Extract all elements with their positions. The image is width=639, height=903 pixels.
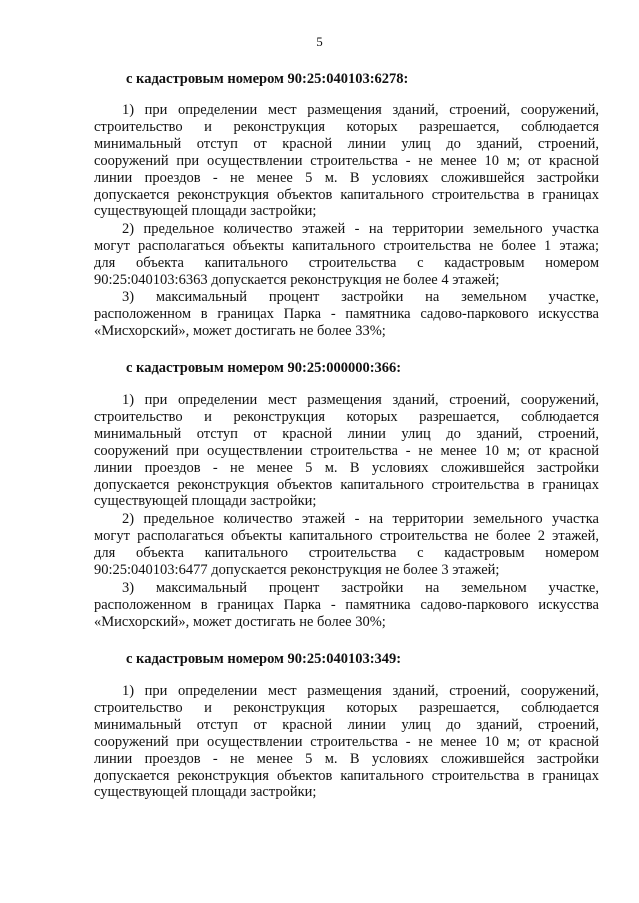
- paragraph-floors: [94, 511, 599, 579]
- text-line: 3) максимальный процент застройки на земельном участке,: [122, 580, 599, 596]
- text-line: линии проездов - не менее 5 м. В условиях сложившейся застройки: [94, 750, 599, 767]
- text-line: расположенном в границах Парка - памятника садово-паркового искусства: [94, 596, 599, 613]
- text-line: строительство и реконструкция которых разрешается, соблюдается: [94, 699, 599, 716]
- section-title: с кадастровым номером 90:25:000000:366:: [126, 360, 402, 376]
- text-line: расположенном в границах Парка - памятника садово-паркового искусства: [94, 305, 599, 322]
- text-line: строительство и реконструкция которых разрешается, соблюдается: [94, 408, 599, 425]
- text-line: минимальный отступ от красной линии улиц до зданий, строений,: [94, 716, 599, 733]
- text-line: линии проездов - не менее 5 м. В условиях сложившейся застройки: [94, 459, 599, 476]
- text-line: 3) максимальный процент застройки на земельном участке,: [122, 289, 599, 305]
- text-line: минимальный отступ от красной линии улиц до зданий, строений,: [94, 135, 599, 152]
- text-line: 1) при определении мест размещения зданий, строений, сооружений,: [122, 102, 599, 118]
- paragraph-setback: [94, 392, 599, 510]
- paragraph-setback: [94, 683, 599, 801]
- section-title: с кадастровым номером 90:25:040103:6278:: [126, 71, 409, 87]
- text-line: существующей площади застройки;: [94, 784, 317, 801]
- text-line: 90:25:040103:6363 допускается реконструкция не более 4 этажей;: [94, 271, 500, 288]
- text-line: для объекта капитального строительства с кадастровым номером: [94, 254, 599, 271]
- text-line: для объекта капитального строительства с кадастровым номером: [94, 544, 599, 561]
- text-line: линии проездов - не менее 5 м. В условиях сложившейся застройки: [94, 169, 599, 186]
- text-line: существующей площади застройки;: [94, 203, 317, 220]
- paragraph-coverage: [94, 580, 599, 631]
- text-line: могут располагаться объекты капитального строительства не более 1 этажа;: [94, 237, 599, 254]
- text-line: 1) при определении мест размещения зданий, строений, сооружений,: [122, 392, 599, 408]
- text-line: 90:25:040103:6477 допускается реконструкция не более 3 этажей;: [94, 561, 500, 578]
- paragraph-coverage: [94, 289, 599, 340]
- text-line: 2) предельное количество этажей - на территории земельного участка: [122, 511, 599, 527]
- text-line: «Мисхорский», может достигать не более 30%;: [94, 613, 386, 630]
- text-line: «Мисхорский», может достигать не более 33%;: [94, 322, 386, 339]
- paragraph-setback: [94, 102, 599, 220]
- text-line: минимальный отступ от красной линии улиц до зданий, строений,: [94, 425, 599, 442]
- section-title: с кадастровым номером 90:25:040103:349:: [126, 651, 402, 667]
- text-line: сооружений при осуществлении строительства - не менее 10 м; от красной: [94, 442, 599, 459]
- text-line: существующей площади застройки;: [94, 493, 317, 510]
- text-line: сооружений при осуществлении строительства - не менее 10 м; от красной: [94, 152, 599, 169]
- text-line: допускается реконструкция объектов капитального строительства в границах: [94, 767, 599, 784]
- paragraph-floors: [94, 221, 599, 289]
- text-line: 1) при определении мест размещения зданий, строений, сооружений,: [122, 683, 599, 699]
- text-line: допускается реконструкция объектов капитального строительства в границах: [94, 476, 599, 493]
- page-number: 5: [316, 34, 323, 49]
- text-line: 2) предельное количество этажей - на территории земельного участка: [122, 221, 599, 237]
- text-line: допускается реконструкция объектов капитального строительства в границах: [94, 186, 599, 203]
- text-line: строительство и реконструкция которых разрешается, соблюдается: [94, 118, 599, 135]
- text-line: сооружений при осуществлении строительства - не менее 10 м; от красной: [94, 733, 599, 750]
- text-line: могут располагаться объекты капитального строительства не более 2 этажей,: [94, 527, 599, 544]
